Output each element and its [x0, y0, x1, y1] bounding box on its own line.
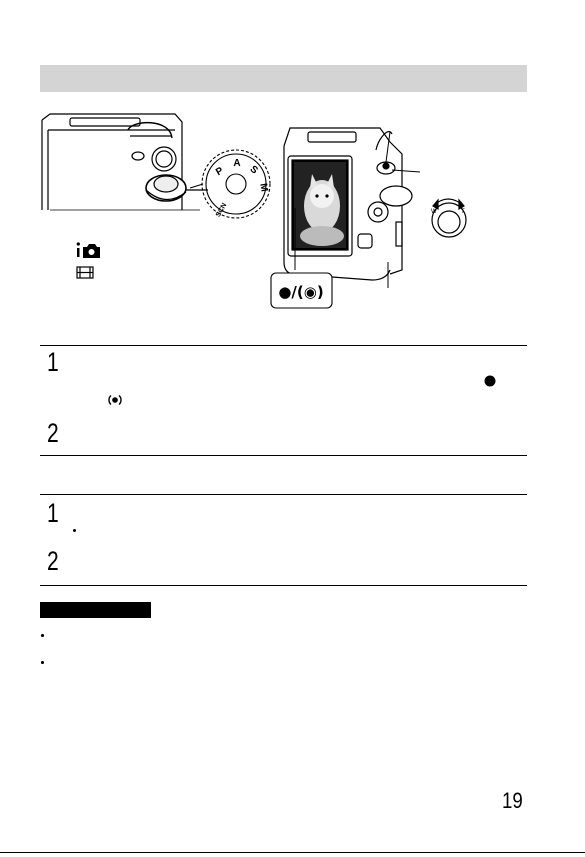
lcd-cat-photo [294, 162, 346, 248]
step-number: 1 [47, 347, 59, 377]
movie-button-icon [105, 393, 125, 407]
step-number: 2 [47, 546, 59, 576]
bullet-dot [41, 634, 44, 637]
page-bottom-line [0, 852, 585, 853]
dial-letter-m: M [257, 182, 270, 193]
step-number: 1 [47, 498, 59, 528]
dial-letter-a: A [233, 158, 241, 169]
notes-header-bar [40, 602, 151, 618]
divider [40, 455, 527, 456]
intelligent-auto-icon [77, 242, 100, 258]
movie-record-icon [484, 375, 496, 387]
movie-button-callout [271, 273, 332, 308]
movie-button-label: ●/(◉) [278, 283, 324, 301]
camera-top-view [42, 114, 208, 210]
zoom-w-label: W [431, 209, 437, 215]
divider [40, 345, 527, 346]
dial-letter-scn: SCN [214, 202, 229, 219]
dial-letter-s: S [247, 163, 260, 177]
zoom-lever [432, 199, 466, 237]
bullet-dot [73, 529, 76, 532]
divider [40, 585, 527, 586]
section-header-band [40, 65, 527, 92]
page-number: 19 [502, 788, 523, 813]
dial-letter-p: P [214, 165, 226, 179]
step-number: 2 [47, 418, 59, 448]
zoom-t-label: T [461, 209, 465, 215]
movie-mode-icon [77, 267, 93, 278]
bullet-dot [41, 661, 44, 664]
divider [40, 494, 527, 495]
camera-illustration [40, 112, 490, 337]
